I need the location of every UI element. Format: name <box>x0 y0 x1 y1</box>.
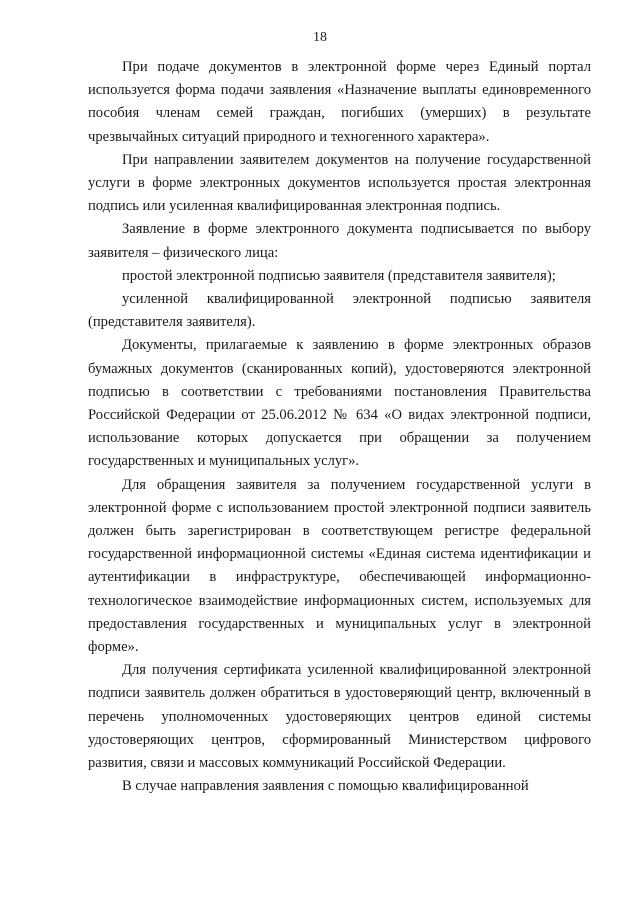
paragraph-qualified-submission: В случае направления заявления с помощью квалифицированной <box>122 778 529 795</box>
paragraph-qualified-signature: усиленной квалифицированной электронной подписью заявителя (представителя заявителя). <box>88 291 591 331</box>
paragraph-certificate: Для получения сертификата усиленной квалифицированной электронной подписи заявитель должен обратиться в удостоверяющий центр, включенный в перечень уполномоченных удостоверяющих центров единой системы удостоверяющих центров, сформированный Министерством цифрового развития, связи и массовых коммуникаций Российской Федерации. <box>88 662 591 772</box>
paragraph-application-signing: Заявление в форме электронного документа подписывается по выбору заявителя – физического лица: <box>88 221 591 261</box>
document-body <box>88 56 591 799</box>
paragraph-electronic-signature-types: При направлении заявителем документов на получение государственной услуги в форме электронных документов используется простая электронная подпись или усиленная квалифицированная электронная подпись. <box>88 151 591 215</box>
paragraph-attached-documents: Документы, прилагаемые к заявлению в форме электронных образов бумажных документов (сканированных копий), удостоверяются электронной подписью в соответствии с требованиями постановления Правительства Российской Федерации от 25.06.2012 № 634 «О видах электронной подписи, использование которых допускается при обращении за получением государственных и муниципальных услуг». <box>88 337 591 470</box>
paragraph-simple-signature: простой электронной подписью заявителя (представителя заявителя); <box>122 267 556 284</box>
paragraph-portal-form: При подаче документов в электронной форме через Единый портал используется форма подачи заявления «Назначение выплаты единовременного пособия членам семей граждан, погибших (умерших) в результате чрезвычайных ситуаций природного и техногенного характера». <box>88 59 591 145</box>
paragraph-registration-requirement: Для обращения заявителя за получением государственной услуги в электронной форме с использованием простой электронной подписи заявитель должен быть зарегистрирован в соответствующем регистре федеральной государственной информационной системы «Единая система идентификации и аутентификации в инфраструктуре, обеспечивающей информационно-технологическое взаимодействие информационных систем, используемых для предоставления государственных и муниципальных услуг в электронной форме». <box>88 476 591 656</box>
page-number: 18 <box>313 30 327 45</box>
